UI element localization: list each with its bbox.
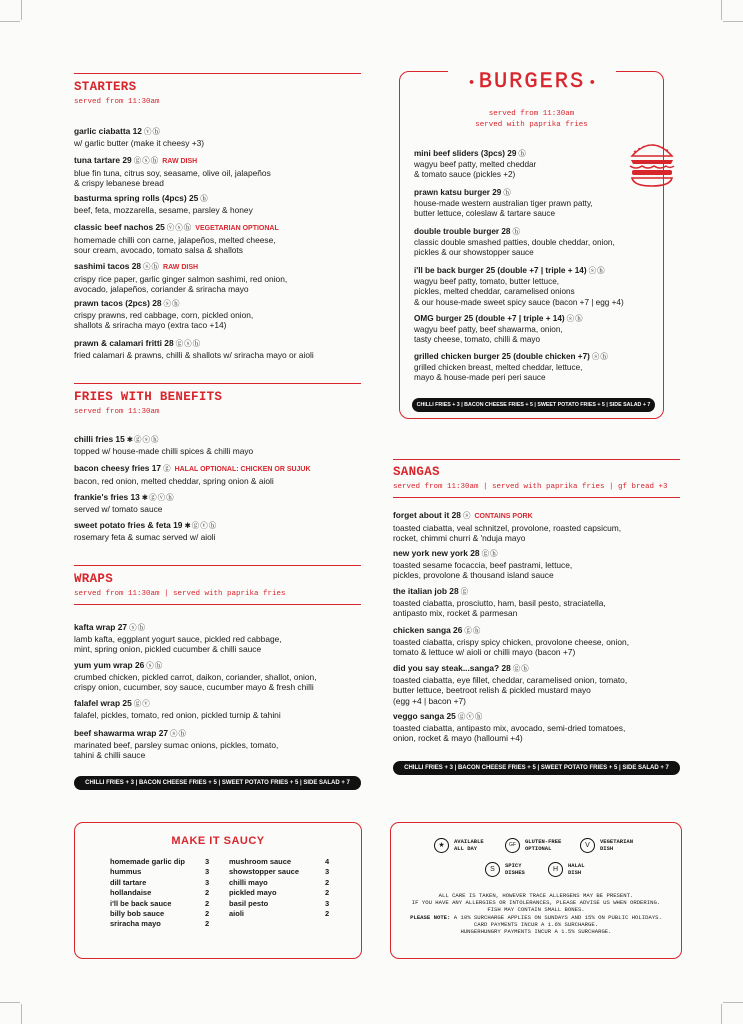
sauce-price: 3 (325, 898, 330, 908)
sauce-price: 2 (325, 877, 330, 887)
legend-label (454, 839, 484, 852)
saucy-title: MAKE IT SAUCY (171, 835, 265, 847)
item-description: fried calamari & prawns, chilli & shallots w/ sriracha mayo or aioli (74, 349, 314, 360)
item-description: tahini & chilli sauce (74, 750, 146, 760)
dietary-icons: ⓢ (462, 511, 472, 520)
item-name: tuna tartare 29 (74, 155, 132, 165)
item-description: butter lettuce, coleslaw & tartare sauce (414, 209, 556, 218)
note-line: FISH MAY CONTAIN SMALL BONES. (487, 905, 585, 913)
item-name: garlic ciabatta 12 (74, 126, 142, 136)
dot-icon: ● (468, 76, 475, 87)
item-name: yum yum wrap 26 (74, 660, 145, 670)
item-description: wagyu beef patty, beef shawarma, onion, (414, 324, 563, 334)
item-name: prawn & calamari fritti 28 (74, 338, 174, 348)
sauce-item (110, 867, 209, 878)
sauce-name: homemade garlic dip (110, 857, 186, 866)
sauce-price: 3 (205, 867, 210, 877)
sauce-name: hollandaise (110, 888, 152, 898)
sauce-price: 3 (205, 857, 210, 866)
sauce-price: 2 (325, 909, 330, 918)
item-description: bacon, red onion, melted cheddar, spring onion & aioli (74, 475, 274, 486)
dietary-icons: ⓢⓗ (129, 623, 147, 632)
item-name: sashimi tacos 28 (74, 261, 142, 271)
dietary-icons: ⓖ (163, 464, 172, 473)
sauce-price: 2 (205, 909, 210, 918)
sauce-item (229, 867, 329, 878)
sides-pill: CHILLI FRIES + 3 | BACON CHEESE FRIES + 5 | SWEET POTATO FRIES + 5 | SIDE SALAD + 7 (393, 761, 680, 775)
sauce-name: i'll be back sauce (110, 898, 172, 908)
item-description: sour cream, avocado, tomato salsa & shallots (74, 245, 243, 255)
item-description: (egg +4 | bacon +7) (393, 695, 466, 706)
item-description: onion, rocket & mayo (halloumi +4) (393, 733, 523, 743)
crop-mark (721, 0, 722, 20)
dietary-icons: ⓗ (200, 194, 209, 203)
dietary-icons: ⓖⓢⓗ (175, 339, 202, 348)
dietary-icons: ⓖⓗ (512, 664, 530, 673)
menu-item (74, 660, 317, 693)
item-description: beef, feta, mozzarella, sesame, parsley & honey (74, 204, 253, 215)
item-name: chilli fries 15 (74, 434, 125, 444)
menu-item (74, 728, 278, 761)
legend-label-line: DISH (568, 868, 582, 876)
legend-icon: GF (505, 838, 520, 853)
sangas-subtitle: served from 11:30am | served with paprika fries | gf bread +3 (393, 483, 668, 491)
sauce-price: 2 (205, 898, 210, 908)
sauce-name: mushroom sauce (229, 857, 292, 866)
dietary-icons: ⓖⓥⓗ (457, 712, 484, 721)
dietary-icons: ✱ⓖⓥⓗ (141, 493, 175, 502)
sauce-item (110, 888, 209, 899)
sauce-item (110, 878, 209, 889)
item-description: crumbed chicken, pickled carrot, daikon, coriander, shallot, onion, (74, 671, 317, 682)
item-name: mini beef sliders (3pcs) 29 (414, 149, 517, 158)
divider (393, 459, 680, 460)
item-description: mayo & house-made peri peri sauce (414, 373, 546, 382)
menu-item (74, 222, 279, 256)
item-tag: HALAL OPTIONAL: CHICKEN OR SUJUK (174, 466, 311, 473)
sides-pill: CHILLI FRIES + 3 | BACON CHEESE FRIES + 5 | SWEET POTATO FRIES + 5 | SIDE SALAD + 7 (74, 776, 361, 790)
dietary-icons: ⓢⓗ (146, 661, 164, 670)
item-description: butter lettuce, beetroot relish & pickled mustard mayo (393, 685, 591, 695)
sides-pill: CHILLI FRIES + 3 | BACON CHEESE FRIES + 5 | SWEET POTATO FRIES + 5 | SIDE SALAD + 7 (412, 398, 655, 412)
item-description: rosemary feta & sumac served w/ aioli (74, 531, 216, 542)
item-name: sweet potato fries & feta 19 (74, 520, 183, 530)
note-line: CARD PAYMENTS INCUR A 1.6% SURCHARGE. (473, 920, 599, 928)
sauce-price: 2 (205, 888, 210, 898)
item-description: rocket, chimmi churri & 'nduja mayo (393, 533, 526, 543)
note-label: PLEASE NOTE: (410, 914, 451, 921)
item-description: w/ garlic butter (make it cheesy +3) (74, 137, 205, 148)
item-description: homemade chilli con carne, jalapeños, melted cheese, (74, 234, 276, 245)
legend-label-line: SPICY (505, 862, 522, 869)
wraps-subtitle: served from 11:30am | served with paprika fries (74, 590, 286, 598)
fries-title: FRIES WITH BENEFITS (74, 390, 223, 404)
item-description: tasty cheese, tomato, chilli & mayo (414, 335, 541, 344)
sauce-price: 4 (325, 857, 330, 866)
crop-mark (723, 1002, 743, 1003)
dietary-icons: ⓖⓢⓗ (133, 156, 160, 165)
dietary-icons: ⓖⓗ (481, 549, 499, 558)
sauce-name: basil pesto (229, 898, 269, 908)
menu-item (393, 510, 621, 544)
sauce-item (229, 899, 329, 910)
item-name: double trouble burger 28 (414, 227, 511, 236)
note-text: A 10% SURCHARGE APPLIES ON SUNDAYS AND 15% ON PUBLIC HOLIDAYS. (450, 914, 662, 921)
menu-item (393, 586, 606, 619)
item-description: pickles, melted cheddar, caramelised onions (414, 287, 575, 296)
sauce-name: dill tartare (110, 877, 147, 887)
menu-item (414, 149, 536, 181)
sauce-price: 2 (205, 919, 210, 929)
divider (74, 383, 361, 384)
menu-item (74, 520, 217, 542)
burgers-subtitle: served from 11:30am (488, 110, 575, 118)
sauce-name: chilli mayo (229, 877, 268, 887)
crop-mark (21, 1004, 22, 1024)
item-description: wagyu beef patty, tomato, butter lettuce, (414, 276, 560, 286)
dietary-icons: ⓢⓗ (591, 352, 609, 361)
item-name: prawn tacos (2pcs) 28 (74, 298, 162, 308)
menu-item (74, 622, 282, 655)
item-description: lamb kafta, eggplant yogurt sauce, pickled red cabbage, (74, 633, 282, 644)
menu-item (74, 463, 311, 486)
dietary-icons: ✱ⓖⓢⓗ (126, 435, 160, 444)
burger-icon (628, 136, 676, 188)
item-description: pickles & our showstopper sauce (414, 248, 534, 257)
menu-item (414, 266, 624, 308)
dietary-icons: ⓗ (512, 227, 521, 236)
menu-item (414, 227, 615, 259)
menu-item (74, 298, 253, 331)
allergen-note (396, 893, 676, 913)
sauce-item (229, 857, 329, 868)
divider (74, 604, 361, 605)
sauce-name: showstopper sauce (229, 867, 300, 877)
item-description: wagyu beef patty, melted cheddar (414, 159, 537, 169)
item-description: toasted ciabatta, prosciutto, ham, basil pesto, straciatella, (393, 597, 606, 608)
dietary-icons: ⓥⓢⓗ (166, 223, 193, 232)
menu-item (74, 434, 253, 456)
legend-icon: S (485, 862, 500, 877)
menu-item (74, 193, 253, 215)
burgers-title: BURGERS (478, 69, 586, 94)
item-name: new york new york 28 (393, 548, 480, 558)
menu-item (74, 261, 287, 295)
item-name: frankie's fries 13 (74, 492, 140, 502)
dietary-icons: ⓢⓗ (588, 266, 606, 275)
item-description: & tomato sauce (pickles +2) (414, 170, 516, 179)
item-description: mint, spring onion, pickled cucumber & chilli sauce (74, 644, 262, 654)
item-name: bacon cheesy fries 17 (74, 463, 162, 473)
menu-item (74, 698, 281, 720)
item-name: chicken sanga 26 (393, 625, 463, 635)
item-description: antipasto mix, rocket & parmesan (393, 608, 518, 618)
sauce-name: aioli (229, 909, 245, 918)
legend-icon: H (548, 862, 563, 877)
dietary-icons: ⓢⓗ (566, 314, 584, 323)
item-name: prawn katsu burger 29 (414, 188, 502, 197)
menu-item (74, 492, 175, 514)
note-line: IF YOU HAVE ANY ALLERGIES OR INTOLERANCES, PLEASE ADVISE US WHEN ORDERING. (411, 898, 661, 906)
item-name: falafel wrap 25 (74, 698, 132, 708)
item-description: served w/ tomato sauce (74, 503, 163, 514)
menu-item (393, 548, 572, 581)
legend-label-line: OPTIONAL (525, 844, 552, 852)
legend-label-line: VEGETARIAN (600, 838, 634, 845)
legend-label-line: GLUTEN-FREE (525, 838, 562, 845)
item-name: the italian job 28 (393, 586, 459, 596)
item-tag: CONTAINS PORK (474, 513, 533, 520)
crop-mark (0, 1002, 20, 1003)
item-name: basturma spring rolls (4pcs) 25 (74, 193, 199, 203)
menu-item (393, 625, 629, 658)
item-tag: VEGETARIAN OPTIONAL (195, 225, 279, 232)
sauce-item (229, 878, 329, 889)
dietary-icons: ⓖⓗ (464, 626, 482, 635)
legend-label-line: DISH (600, 844, 614, 852)
divider (74, 73, 361, 74)
crop-mark (721, 1004, 722, 1024)
sauce-name: billy bob sauce (110, 909, 165, 918)
sauce-name: sriracha mayo (110, 919, 161, 929)
item-name: i'll be back burger 25 (double +7 | triple + 14) (414, 266, 587, 275)
item-name: OMG burger 25 (double +7 | triple + 14) (414, 314, 565, 323)
legend-label (568, 863, 585, 876)
divider (74, 565, 361, 566)
legend-label (600, 839, 633, 852)
menu-item (393, 663, 627, 706)
sauce-item (229, 888, 329, 899)
dietary-icons: ⓖ (460, 587, 470, 596)
legend-icon: V (580, 838, 595, 853)
item-description: house-made western australian tiger prawn patty, (414, 198, 593, 208)
dietary-icons: ⓢⓗ (163, 299, 181, 308)
item-tag: RAW DISH (163, 264, 199, 271)
burgers-subtitle: served with paprika fries (475, 121, 588, 129)
item-description: crispy prawns, red cabbage, corn, pickled onion, (74, 309, 254, 320)
divider (393, 497, 680, 498)
crop-mark (21, 0, 22, 20)
item-description: crispy rice paper, garlic ginger salmon sashimi, red onion, (74, 273, 288, 284)
legend-label-line: HALAL (568, 862, 585, 869)
crop-mark (723, 21, 743, 22)
item-description: avocado, jalapeños, coriander & sriracha mayo (74, 284, 249, 294)
note-line: HUNGERHUNGRY PAYMENTS INCUR A 1.5% SURCHARGE. (460, 927, 612, 935)
item-description: tomato & lettuce w/ aioli or chilli mayo (bacon +7) (393, 647, 576, 657)
sauce-price: 3 (205, 877, 210, 887)
sauce-price: 3 (325, 867, 330, 877)
item-description: topped w/ house-made chilli spices & chilli mayo (74, 445, 254, 456)
dietary-icons: ⓢⓗ (143, 262, 161, 271)
item-name: veggo sanga 25 (393, 711, 456, 721)
crop-mark (0, 21, 20, 22)
menu-item (74, 155, 271, 189)
starters-title: STARTERS (74, 80, 137, 94)
item-description: & our house-made sweet spicy sauce (bacon +7 | egg +4) (414, 297, 624, 307)
sauce-item (110, 919, 209, 930)
dietary-icons: ⓗ (518, 149, 527, 158)
menu-item (393, 711, 625, 744)
burgers-header (448, 69, 616, 94)
item-name: classic beef nachos 25 (74, 222, 165, 232)
dietary-icons: ⓗ (503, 188, 512, 197)
sangas-title: SANGAS (393, 465, 440, 479)
item-description: & crispy lebanese bread (74, 178, 164, 188)
sauce-item (229, 909, 329, 920)
surcharge-note (396, 915, 676, 935)
note-line: ALL CARE IS TAKEN, HOWEVER TRACE ALLERGENS MAY BE PRESENT. (438, 892, 634, 899)
legend-label (525, 839, 561, 852)
dot-icon: ● (589, 76, 596, 87)
item-name: beef shawarma wrap 27 (74, 728, 169, 738)
sauce-name: pickled mayo (229, 888, 277, 898)
item-description: toasted ciabatta, eye fillet, cheddar, caramelised onion, tomato, (393, 674, 628, 685)
item-description: toasted ciabatta, antipasto mix, avocado, semi-dried tomatoes, (393, 722, 626, 733)
item-description: blue fin tuna, citrus soy, seasame, olive oil, jalapeños (74, 167, 271, 178)
item-description: falafel, pickles, tomato, red onion, pickled turnip & tahini (74, 709, 281, 720)
legend-label-line: DISHES (505, 868, 525, 876)
legend-icon: ★ (434, 838, 449, 853)
item-name: forget about it 28 (393, 510, 461, 520)
dietary-icons: ✱ⓖⓥⓗ (184, 521, 218, 530)
item-description: grilled chicken breast, melted cheddar, lettuce, (414, 362, 583, 372)
legend-label-line: AVAILABLE (454, 838, 484, 845)
item-description: pickles, provolone & thousand island sauce (393, 570, 554, 580)
sauce-item (110, 899, 209, 910)
item-description: toasted ciabatta, veal schnitzel, provolone, roasted capsicum, (393, 522, 622, 533)
sauce-name: hummus (110, 867, 142, 877)
item-description: marinated beef, parsley sumac onions, pickles, tomato, (74, 739, 279, 750)
dietary-icons: ⓥⓗ (143, 127, 161, 136)
sauce-item (110, 909, 209, 920)
item-description: toasted sesame focaccia, beef pastrami, lettuce, (393, 559, 573, 570)
sauce-item (110, 857, 209, 868)
menu-item (74, 126, 204, 148)
menu-item (74, 338, 314, 360)
item-name: kafta wrap 27 (74, 622, 128, 632)
fries-subtitle: served from 11:30am (74, 408, 160, 416)
legend-label (505, 863, 525, 876)
item-description: crispy onion, cucumber, soy sauce, cucumber mayo & fresh chilli (74, 682, 314, 692)
starters-subtitle: served from 11:30am (74, 98, 160, 106)
item-tag: RAW DISH (162, 158, 198, 165)
menu-item (414, 314, 584, 346)
sauce-price: 2 (325, 888, 330, 898)
wraps-title: WRAPS (74, 572, 114, 586)
item-description: classic double smashed patties, double cheddar, onion, (414, 237, 615, 247)
item-name: did you say steak...sanga? 28 (393, 663, 511, 673)
item-description: toasted ciabatta, crispy spicy chicken, provolone cheese, onion, (393, 636, 630, 647)
dietary-icons: ⓖⓥ (133, 699, 151, 708)
item-name: grilled chicken burger 25 (double chicken +7) (414, 352, 590, 361)
item-description: shallots & sriracha mayo (extra taco +14) (74, 320, 227, 330)
legend-label-line: ALL DAY (454, 844, 478, 852)
menu-item (414, 352, 609, 384)
menu-item (414, 188, 593, 220)
dietary-icons: ⓢⓗ (170, 729, 188, 738)
